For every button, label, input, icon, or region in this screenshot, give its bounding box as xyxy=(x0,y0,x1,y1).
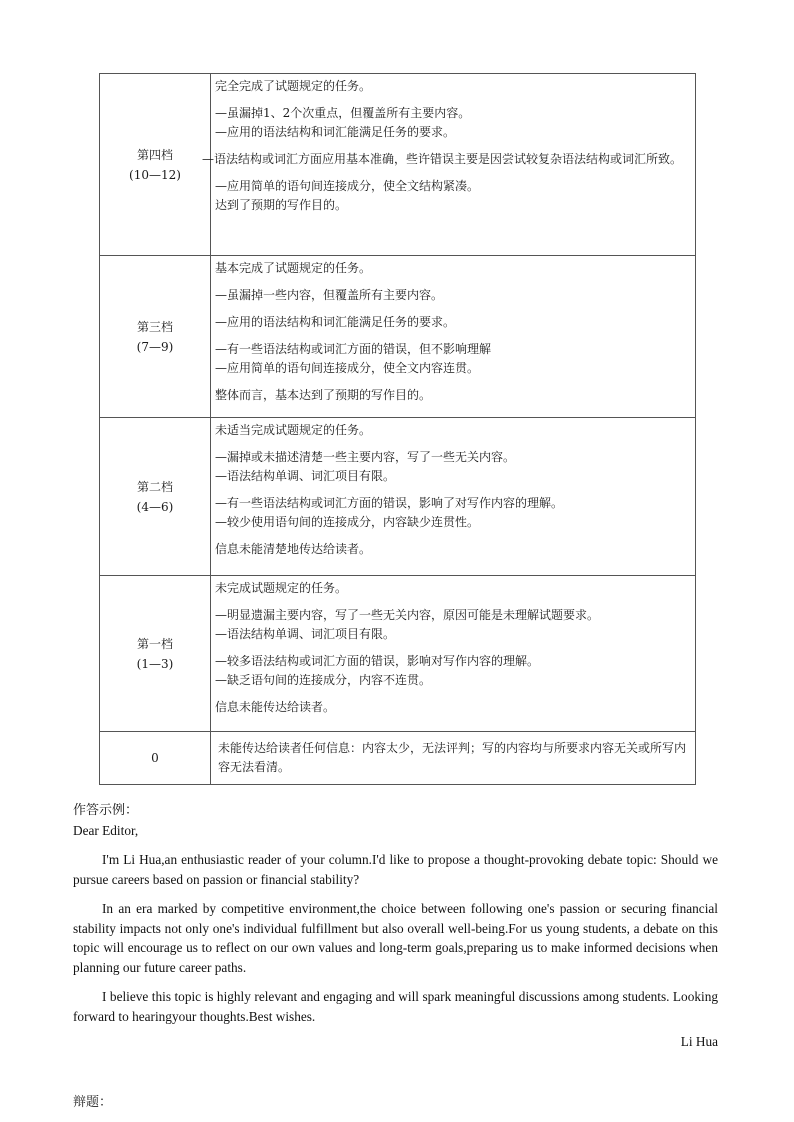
band-cell xyxy=(100,732,211,785)
desc-line: —虽漏掉一些内容，但覆盖所有主要内容。 xyxy=(215,288,444,302)
desc-line: 达到了预期的写作目的。 xyxy=(215,198,348,212)
desc-line: —应用的语法结构和词汇能满足任务的要求。 xyxy=(215,125,456,139)
desc-line: —有一些语法结构或词汇方面的错误，但不影响理解 xyxy=(215,342,492,356)
band-description xyxy=(211,256,696,418)
desc-line: —缺乏语句间的连接成分，内容不连贯。 xyxy=(215,673,432,687)
desc-line: 完全完成了试题规定的任务。 xyxy=(215,79,372,93)
grading-rubric-table xyxy=(99,73,696,785)
desc-line: —语法结构或词汇方面应用基本准确，些许错误主要是因尝试较复杂语法结构或词汇所致。 xyxy=(202,152,683,166)
band-label: 0 xyxy=(151,751,159,765)
desc-line: —语法结构单调、词汇项目有限。 xyxy=(215,627,396,641)
band-description xyxy=(211,732,696,785)
desc-line: 整体而言，基本达到了预期的写作目的。 xyxy=(215,388,432,402)
desc-line: —漏掉或未描述清楚一些主要内容，写了一些无关内容。 xyxy=(215,450,516,464)
band-label: 第四档 xyxy=(136,147,173,162)
sample-heading: 作答示例： xyxy=(73,803,139,818)
band-range: (10—12) xyxy=(129,167,181,182)
band-description xyxy=(202,74,696,256)
band-range: (7—9) xyxy=(136,339,174,354)
desc-line: —应用简单的语句间连接成分，使全文结构紧凑。 xyxy=(215,179,480,193)
desc-line: 信息未能清楚地传达给读者。 xyxy=(215,542,372,556)
band-cell xyxy=(100,576,211,732)
band-cell xyxy=(100,74,211,256)
letter-paragraph: I believe this topic is highly relevant and engaging and will spark meaningful discussions among students. Looking forward to hearingyour thoughts.Best wishes. xyxy=(73,989,718,1024)
band-range: (1—3) xyxy=(136,656,174,671)
rubric-row-band-4 xyxy=(100,74,696,256)
letter-paragraph: I'm Li Hua,an enthusiastic reader of your column.I'd like to propose a thought-provoking debate topic: Should we pursue careers based on passion or financial stability? xyxy=(73,852,718,887)
desc-line: —应用的语法结构和词汇能满足任务的要求。 xyxy=(215,315,456,329)
letter-paragraph: In an era marked by competitive environment,the choice between following one's passion or securing financial stability impacts not only one's individual fulfillment but also overall well-being.For us young students, a debate on this topic will encourage us to reflect on our own values and long-term goals,preparing us to make informed decisions when planning our future career paths. xyxy=(73,901,718,975)
desc-line: 未完成试题规定的任务。 xyxy=(215,581,348,595)
band-label: 第二档 xyxy=(136,479,173,494)
band-cell xyxy=(100,418,211,576)
rubric-row-band-3 xyxy=(100,256,696,418)
desc-line: —明显遗漏主要内容，写了一些无关内容，原因可能是未理解试题要求。 xyxy=(215,608,600,622)
rubric-row-band-2 xyxy=(100,418,696,576)
band-description xyxy=(211,418,696,576)
desc-line: —虽漏掉1、2个次重点，但覆盖所有主要内容。 xyxy=(215,106,471,120)
debate-topic-label: 辩题： xyxy=(73,1095,113,1110)
rubric-row-band-1 xyxy=(100,576,696,732)
letter-signature: Li Hua xyxy=(680,1034,718,1049)
band-description xyxy=(211,576,696,732)
desc-line: —较多语法结构或词汇方面的错误，影响对写作内容的理解。 xyxy=(215,654,540,668)
desc-line: —较少使用语句间的连接成分，内容缺少连贯性。 xyxy=(215,515,480,529)
desc-line: —应用简单的语句间连接成分，使全文内容连贯。 xyxy=(215,361,480,375)
band-label: 第一档 xyxy=(136,636,173,651)
band-range: (4—6) xyxy=(136,499,174,514)
band-cell xyxy=(100,256,211,418)
desc-line: —语法结构单调、词汇项目有限。 xyxy=(215,469,396,483)
desc-line: 未能传达给读者任何信息：内容太少，无法评判；写的内容均与所要求内容无关或所写内容无法看清。 xyxy=(218,740,687,774)
desc-line: —有一些语法结构或词汇方面的错误，影响了对写作内容的理解。 xyxy=(215,496,564,510)
band-label: 第三档 xyxy=(136,319,173,334)
desc-line: 基本完成了试题规定的任务。 xyxy=(215,261,372,275)
desc-line: 信息未能传达给读者。 xyxy=(215,700,336,714)
letter-salutation: Dear Editor, xyxy=(73,822,139,838)
desc-line: 未适当完成试题规定的任务。 xyxy=(215,423,372,437)
sample-answer xyxy=(73,801,718,1052)
rubric-row-band-0 xyxy=(100,732,696,785)
